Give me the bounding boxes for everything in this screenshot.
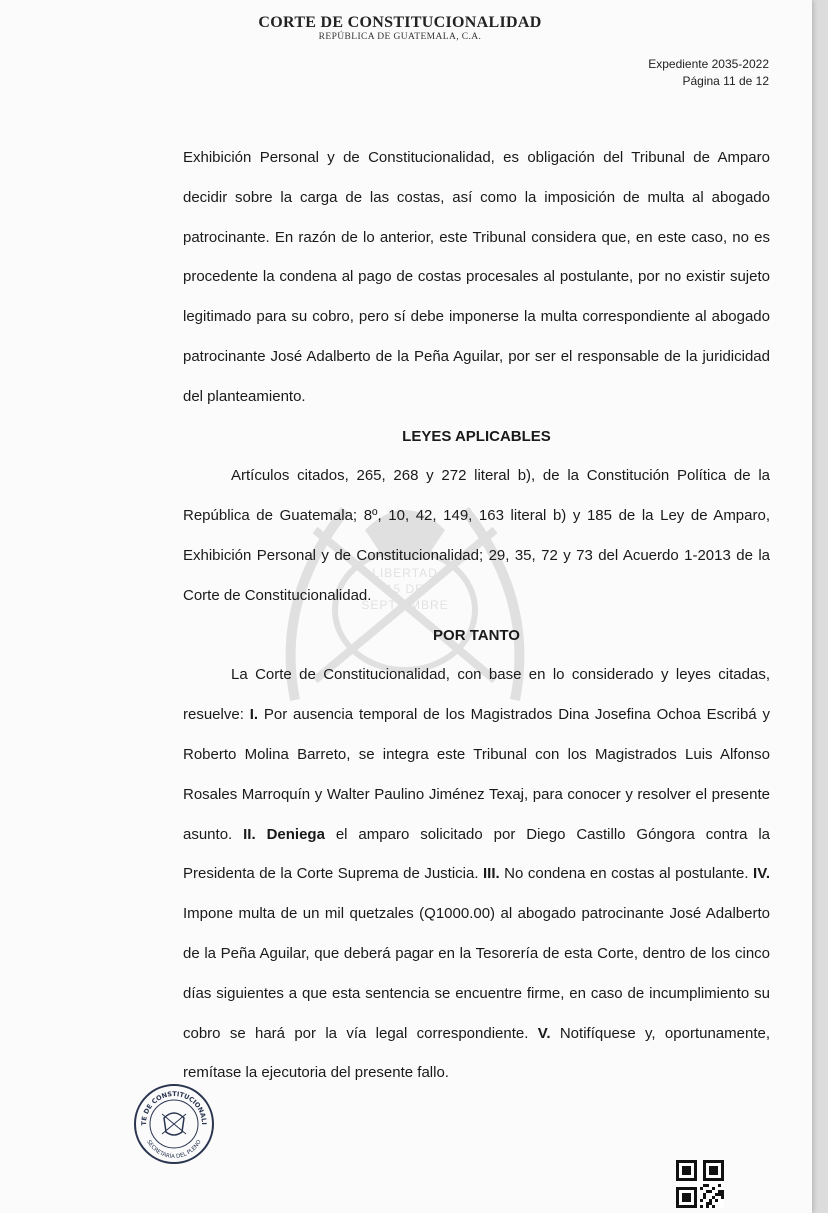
watermark-line-1: LIBERTAD <box>372 566 438 580</box>
deniega-word: Deniega <box>266 825 325 843</box>
watermark-line-2: 15 DE <box>385 582 425 596</box>
qr-code <box>676 1160 724 1208</box>
qr-code-icon <box>676 1160 724 1208</box>
seal-top-text: TE DE CONSTITUCIONALI <box>139 1089 209 1126</box>
resuelve-space <box>256 826 267 843</box>
page-number: Página 11 de 12 <box>682 74 769 88</box>
svg-text:CORTE DE CONSTITUCIONALIDAD <box>132 1082 208 1126</box>
heading-por-tanto: POR TANTO <box>433 626 520 644</box>
resuelve-item-4: Impone multa de un mil quetzales (Q1000.00) al abogado patrocinante José Adalberto de la Peña Aguilar, que deberá pagar en la Tesorería de esta Corte, dentro de los cinco días siguientes a que esta sentencia se encuentre firme, en caso de incumplimiento su cobro se hará por la vía legal correspondiente. <box>183 905 770 1042</box>
court-subtitle: REPÚBLICA DE GUATEMALA, C.A. <box>318 32 482 42</box>
numeral-2: II. <box>243 825 256 843</box>
file-reference <box>648 56 769 90</box>
seal-bottom-text: SECRETARÍA DEL PLENO <box>145 1139 203 1161</box>
court-title: CORTE DE CONSTITUCIONALIDAD <box>258 14 542 31</box>
resuelve-item-5: Notifíquese y, oportunamente, remítase la ejecutoria del presente fallo. <box>183 1024 770 1082</box>
court-seal <box>132 1082 216 1166</box>
court-seal-icon <box>132 1082 216 1166</box>
resuelve-intro: La Corte de Constitucionalidad, con base en lo considerado y leyes citadas, resuelve: <box>183 666 770 724</box>
numeral-3: III. <box>483 865 500 883</box>
paragraph-costas: Exhibición Personal y de Constitucionalidad, es obligación del Tribunal de Amparo decidir sobre la carga de las costas, así como la imposición de multa al abogado patrocinante. En razón de lo anterior, este Tribunal considera que, en este caso, no es procedente la condena al pago de costas procesales al postulante, por no existir sujeto legitimado para su cobro, pero sí debe imponerse la multa correspondiente al abogado patrocinante José Adalberto de la Peña Aguilar, por ser el responsable de la juridicidad del planteamiento. <box>183 149 770 405</box>
paragraph-leyes: Artículos citados, 265, 268 y 272 literal b), de la Constitución Política de la República de Guatemala; 8º, 10, 42, 149, 163 literal b) y 185 de la Ley de Amparo, Exhibición Personal y de Constitucionalidad; 29, 35, 72 y 73 del Acuerdo 1-2013 de la Corte de Constitucionalidad. <box>183 467 770 604</box>
numeral-1: I. <box>249 706 259 724</box>
resuelve-item-3: No condena en costas al postulante. <box>499 865 754 883</box>
numeral-5: V. <box>537 1024 551 1042</box>
heading-leyes-aplicables: LEYES APLICABLES <box>402 427 551 445</box>
document-body <box>183 138 770 1093</box>
watermark-line-3: SEPTIEMBRE <box>361 598 449 612</box>
resuelve-item-2: el amparo solicitado por Diego Castillo Góngora contra la Presidenta de la Corte Suprema de Justicia. <box>183 825 771 883</box>
paragraph-resuelve <box>183 655 770 1093</box>
numeral-4: IV. <box>753 865 770 883</box>
expediente-number: Expediente 2035-2022 <box>648 57 769 71</box>
resuelve-item-1: Por ausencia temporal de los Magistrados Dina Josefina Ochoa Escribá y Roberto Molina Barreto, se integra este Tribunal con los Magistrados Luis Alfonso Rosales Marroquín y Walter Paulino Jiménez Texaj, para conocer y resolver el presente asunto. <box>183 706 770 843</box>
